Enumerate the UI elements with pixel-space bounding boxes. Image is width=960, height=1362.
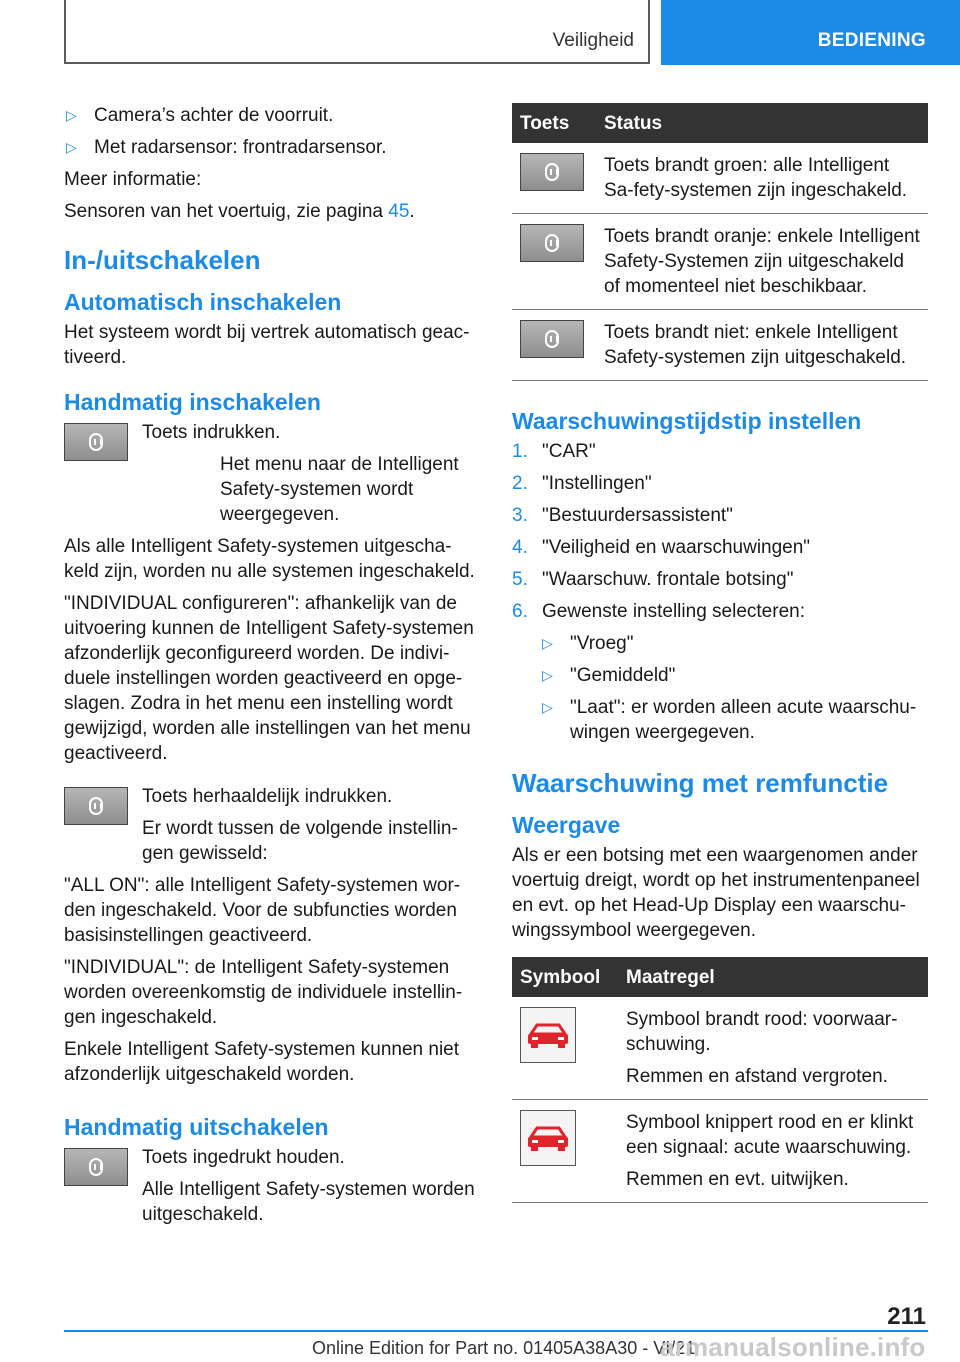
triangle-bullet-icon: ▷ [542, 635, 553, 651]
list-item: 4. "Veiligheid en waarschuwingen" [512, 537, 811, 558]
all-off-text: Als alle Intelligent Safety-systemen uitgescha-keld zijn, worden nu alle systemen ingeschakeld. [64, 536, 475, 582]
tab-label: BEDIENING [817, 30, 926, 51]
individual-config-text: "INDIVIDUAL configureren": afhankelijk van de uitvoering kunnen de Intelligent Safety-systemen afzonderlijk geconfigureerd worden. De indivi-duele instellingen worden geactiveerd en opge-slagen. Zodra in het menu een instelling wordt gewijzigd, worden alle instellingen van het menu geactiveerd. [64, 593, 474, 764]
heading-waarschuwingstijdstip: Waarschuwingstijdstip instellen [512, 408, 862, 434]
red-car-warning-icon [520, 1007, 576, 1063]
button-instruction-repeat: Toets herhaaldelijk indrukken. Er wordt tussen de volgende instellin-gen gewisseld: [64, 784, 478, 866]
list-item: 2. "Instellingen" [512, 473, 652, 494]
option-item: ▷ "Gemiddeld" [542, 665, 676, 686]
safety-button-icon [520, 224, 584, 262]
page-link-45[interactable]: 45 [388, 201, 410, 222]
heading-weergave: Weergave [512, 812, 621, 838]
col-header-toets: Toets [512, 103, 596, 143]
sensors-reference: Sensoren van het voertuig, zie pagina 45. [64, 201, 415, 222]
table-row: Toets brandt oranje: enkele Intelligent Safety-Systemen zijn uitgeschakeld of momenteel niet beschikbaar. [512, 214, 928, 310]
auto-text: Het systeem wordt bij vertrek automatisch geac-tiveerd. [64, 322, 470, 368]
table-row: Toets brandt groen: alle Intelligent Sa-fety-systemen zijn ingeschakeld. [512, 143, 928, 214]
section-title: Veiligheid [552, 30, 634, 51]
col-header-symbool: Symbool [512, 957, 618, 997]
triangle-bullet-icon: ▷ [66, 139, 77, 155]
bullet-item: ▷ Camera’s achter de voorruit. [66, 105, 334, 126]
settings-steps [512, 439, 928, 745]
col-header-status: Status [596, 103, 928, 143]
heading-handmatig-uitschakelen: Handmatig uitschakelen [64, 1114, 329, 1140]
watermark: armanualsonline.info [660, 1332, 926, 1362]
triangle-bullet-icon: ▷ [542, 667, 553, 683]
list-item: 6. Gewenste instelling selecteren: [512, 601, 805, 622]
brake-text: Als er een botsing met een waargenomen ander voertuig dreigt, wordt op het instrumentenpaneel en evt. op het Head-Up Display een waarschu-wingssymbool weergegeven. [512, 845, 920, 941]
option-item: ▷ "Laat": er worden alleen acute waarschu-wingen weergegeven. [542, 697, 917, 743]
triangle-bullet-icon: ▷ [542, 699, 553, 715]
red-car-warning-icon [520, 1110, 576, 1166]
option-item: ▷ "Vroeg" [542, 633, 634, 654]
triangle-bullet-icon: ▷ [66, 107, 77, 123]
table-row: Symbool knippert rood en er klinkt een signaal: acute waarschuwing. Remmen en evt. uitwijken. [512, 1100, 928, 1203]
header-section-box [64, 0, 650, 64]
button-instruction: Toets indrukken. Het menu naar de Intelligent Safety-systemen wordt weergegeven. [64, 420, 478, 527]
all-on-text: "ALL ON": alle Intelligent Safety-systemen wor-den ingeschakeld. Voor de subfuncties worden basisinstellingen geactiveerd. [64, 875, 461, 946]
table-row: Toets brandt niet: enkele Intelligent Safety-systemen zijn uitgeschakeld. [512, 310, 928, 381]
some-systems-text: Enkele Intelligent Safety-systemen kunnen niet afzonderlijk uitgeschakeld worden. [64, 1039, 460, 1085]
table-row: Symbool brandt rood: voorwaar-schuwing. Remmen en afstand vergroten. [512, 997, 928, 1100]
safety-button-icon [520, 153, 584, 191]
header-tab-bediening[interactable] [661, 0, 960, 65]
safety-button-icon [64, 787, 128, 825]
col-header-maatregel: Maatregel [618, 957, 928, 997]
button-instruction-hold: Toets ingedrukt houden. Alle Intelligent Safety-systemen worden uitgeschakeld. [64, 1145, 478, 1227]
safety-button-icon [64, 1148, 128, 1186]
list-item: 3. "Bestuurdersassistent" [512, 505, 733, 526]
page-number: 211 [887, 1303, 926, 1330]
list-item: 1. "CAR" [512, 441, 596, 462]
list-item: 5. "Waarschuw. frontale botsing" [512, 569, 794, 590]
heading-automatisch-inschakelen: Automatisch inschakelen [64, 289, 342, 315]
right-column [512, 103, 928, 1203]
heading-in-uitschakelen: In-/uitschakelen [64, 245, 261, 275]
heading-remfunctie: Waarschuwing met remfunctie [512, 768, 889, 798]
more-info-label: Meer informatie: [64, 169, 202, 190]
individual-text: "INDIVIDUAL": de Intelligent Safety-systemen worden overeenkomstig de individuele instellin-gen ingeschakeld. [64, 957, 463, 1028]
footer-edition: Online Edition for Part no. 01405A38A30 - VI/21 [312, 1338, 696, 1358]
left-column [64, 103, 478, 1234]
heading-handmatig-inschakelen: Handmatig inschakelen [64, 389, 321, 415]
status-table [512, 103, 928, 381]
safety-button-icon [520, 320, 584, 358]
safety-button-icon [64, 423, 128, 461]
bullet-item: ▷ Met radarsensor: frontradarsensor. [66, 137, 387, 158]
symbol-table [512, 957, 928, 1203]
